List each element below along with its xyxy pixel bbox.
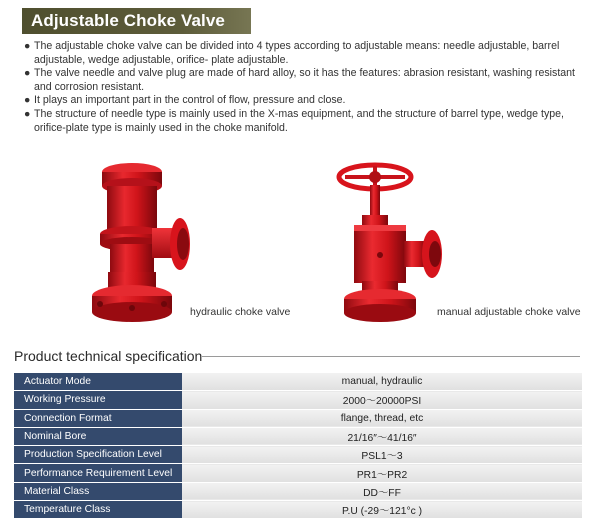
spec-value: 21/16″～41/16″ (182, 427, 582, 445)
bullet-icon: ● (24, 94, 31, 107)
spec-value: 2000～20000PSI (182, 391, 582, 409)
table-row (14, 501, 582, 519)
bullet-icon: ● (24, 107, 31, 120)
bullet-icon: ● (24, 40, 31, 52)
table-row (14, 409, 582, 427)
feature-list (24, 40, 584, 135)
table-row (14, 391, 582, 409)
spec-label: Working Pressure (14, 391, 182, 409)
table-row (14, 373, 582, 391)
spec-table (14, 373, 582, 519)
spec-label: Temperature Class (14, 501, 182, 519)
spec-value: flange, thread, etc (182, 409, 582, 427)
manual-choke-caption: manual adjustable choke valve (437, 306, 581, 318)
spec-value: DD～FF (182, 482, 582, 500)
spec-divider (202, 356, 580, 357)
title-banner (22, 8, 251, 34)
list-item: ● The adjustable choke valve can be divided into 4 types according to adjustable means: needle adjustable, barrel adjustable, wedge adjustable, orifice- plate adjustable. (24, 40, 560, 66)
table-row (14, 464, 582, 482)
spec-label: Production Specification Level (14, 446, 182, 464)
spec-label: Actuator Mode (14, 373, 182, 391)
spec-heading: Product technical specification (14, 348, 203, 364)
spec-label: Performance Requirement Level (14, 464, 182, 482)
list-item: ● The valve needle and valve plug are made of hard alloy, so it has the features: abrasion resistant, washing resistant and corrosion resistant. (24, 67, 575, 93)
list-item: ● It plays an important part in the control of flow, pressure and close. (24, 94, 346, 107)
spec-value: PR1～PR2 (182, 464, 582, 482)
list-item: ● The structure of needle type is mainly used in the X-mas equipment, and the structure of barrel type, wedge type, orifice-plate type is mainly used in the choke manifold. (24, 107, 564, 134)
spec-value: P.U (-29～121°c ) (182, 501, 582, 519)
spec-label: Connection Format (14, 409, 182, 427)
page-title: Adjustable Choke Valve (31, 11, 225, 30)
bullet-icon: ● (24, 67, 31, 80)
spec-label: Material Class (14, 482, 182, 500)
spec-label: Nominal Bore (14, 427, 182, 445)
manual-choke-valve-image (332, 155, 462, 327)
spec-value: manual, hydraulic (182, 373, 582, 391)
table-row (14, 446, 582, 464)
spec-value: PSL1～3 (182, 446, 582, 464)
hydraulic-choke-caption: hydraulic choke valve (190, 306, 291, 318)
table-row (14, 427, 582, 445)
table-row (14, 482, 582, 500)
